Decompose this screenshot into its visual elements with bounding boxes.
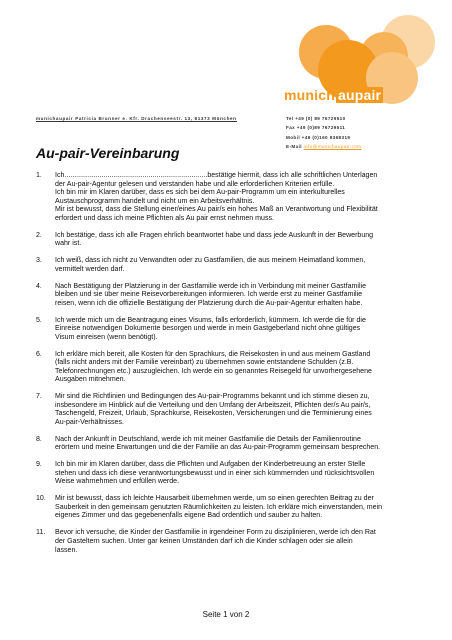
item-line: Bevor ich versuche, die Kinder der Gastfamilie in irgendeiner Form zu disziplinieren, werde ich den Rat [55,529,376,537]
item-line: Ich bestätige, dass ich alle Fragen ehrlich beantwortet habe und dass jede Auskunft in der Bewerbung [55,231,374,239]
item-line: der Gasteltern suchen. Unter gar keinen Umständen darf ich die Kinder schlagen oder sie allein [55,537,353,545]
agreement-list [36,172,422,563]
item-text [55,436,422,453]
item-line: Ich werde mich um die Beantragung eines Visums, falls erforderlich, kümmern. Ich werde die für die [55,316,366,324]
agreement-item [36,317,422,343]
item-text [55,461,422,487]
item-text [55,529,422,555]
item-text [55,283,422,309]
item-line: reisen, wenn ich die offizielle Bestätigung der Platzierung durch die Au-pair-Agentur erhalten habe. [55,299,363,307]
logo-word-aupair: aupair [337,87,382,103]
item-line: Sauberkeit in den gemeinsam genutzten Räumlichkeiten zu leisten. Ich erkläre mich einverstanden, mein [55,503,383,511]
item-line: (falls nicht anders mit der Familie vereinbart) zu übernehmen sowie entstandene Schulden (z.B. [55,359,354,367]
logo-wordmark [284,87,383,103]
sender-address: munichaupair Patricia Brunner e. Kfr. Drachenseestr. 13, 81373 München [36,116,237,121]
item-line: Visum einreisen (wenn benötigt). [55,333,158,341]
item-line: bleiben und sie über meine Reisevorbereitungen informieren. Ich werde erst zu meiner Gastfamilie [55,291,363,299]
item-line: Ich bin mir im Klaren darüber, dass es sich bei dem Au-pair-Programm um ein interkulturelles [55,189,345,197]
agreement-item [36,351,422,385]
item-number: 5. [36,316,42,324]
item-line: eigenes Zimmer und das gegebenenfalls eigene Bad ordentlich und sauber zu halten. [55,512,323,520]
item-text [55,495,422,521]
item-line: Ich.........................................................................bestätige hiermit, dass ich alle schriftlichen Unterlagen [55,172,378,179]
item-line: Mir ist bewusst, dass ich leichte Hausarbeit übernehmen werde, um so einen gerechten Beitrag zu der [55,495,374,503]
item-text [55,351,422,385]
document-title: Au-pair-Vereinbarung [36,145,180,161]
contact-mobil: Mobil +49 (0)160 9368319 [286,134,351,140]
item-line: Weise wahrnehmen und erfüllen werde. [55,478,180,486]
agreement-item [36,232,422,249]
item-line: Ich bin mir im Klaren darüber, dass die Pflichten und Aufgaben der Kinderbetreuung an erster Stelle [55,461,366,469]
item-line: Einreise notwendigen Dokumente besorgen und werde in mein Gastgeberland nicht ohne gültiges [55,325,361,333]
item-line: Mir sind die Richtlinien und Bedingungen des Au-pair-Programms bekannt und ich stimme diesen zu, [55,393,370,401]
item-line: insbesondere im Hinblick auf die Verteilung und den Umfang der Arbeitszeit, Pflichten der/s Au pair/s, [55,401,371,409]
agreement-item [36,495,422,521]
item-line: Austauschprogramm handelt und nicht um ein Arbeitsverhältnis. [55,197,255,205]
item-text [55,257,422,274]
item-line: Telefonrechnungen etc.) auszugleichen. Ich werde ein so genanntes Reisegeld für unvorhergesehene [55,367,372,375]
agreement-item [36,393,422,427]
item-line: Nach der Ankunft in Deutschland, werde ich mit meiner Gastfamilie die Details der Familienroutine [55,435,361,443]
item-line: der Au-pair-Agentur gelesen und verstanden habe und alle erforderlichen Kriterien erfülle. [55,180,335,188]
item-number: 6. [36,350,42,358]
item-number: 3. [36,257,42,265]
item-number: 2. [36,231,42,239]
item-line: Au-pair-Verhältnisses. [55,418,124,426]
item-line: Mir ist bewusst, dass die Stellung einer/eines Au pair/s ein hohes Maß an Verantwortung und Flexibilität [55,206,378,214]
item-line: stehen und dass ich diese verantwortungsbewusst und in einer sich kümmernden und rücksichtsvollen [55,469,375,477]
item-line: Nach Bestätigung der Platzierung in der Gastfamilie werde ich in Verbindung mit meiner Gastfamilie [55,282,366,290]
item-line: Ich erkläre mich bereit, alle Kosten für den Sprachkurs, die Reisekosten in und aus meinem Gastland [55,350,371,358]
contact-email-link[interactable]: info@munichaupair.com [303,144,362,150]
item-text [55,317,422,343]
item-line: vermittelt werden darf. [55,265,125,273]
item-line: wahr ist. [55,240,82,248]
page-footer: Seite 1 von 2 [202,610,250,619]
agreement-item [36,257,422,274]
item-number: 1. [36,172,42,179]
item-text [55,393,422,427]
item-number: 8. [36,435,42,443]
contact-block [286,114,361,152]
agreement-item [36,529,422,555]
contact-email-label: E-Mail [286,144,302,150]
item-line: lassen. [55,546,78,554]
item-number: 9. [36,461,42,469]
contact-email-row [286,142,361,151]
item-text [55,172,422,223]
item-line: erfordert und dass ich meine Pflichten als Au pair ernst nehmen muss. [55,214,274,222]
contact-fax: Fax +49 (0)89 76729511 [286,125,346,131]
item-number: 7. [36,393,42,401]
contact-tel: Tel +49 (0) 89 76729510 [286,116,346,121]
item-number: 10. [36,495,46,503]
item-number: 4. [36,282,42,290]
agreement-item [36,436,422,453]
agreement-item [36,461,422,487]
item-line: Ausgaben mitnehmen. [55,376,126,384]
logo-word-munich: munich [284,87,335,103]
item-line: Ich weiß, dass ich nicht zu Verwandten oder zu Gastfamilien, die aus meinem Heimatland kommen, [55,257,366,265]
item-line: Taschengeld, Freizeit, Urlaub, Sprachkurse, Reisekosten, Versicherungen und die Terminierung eines [55,410,372,418]
item-number: 11. [36,529,46,537]
item-line: erörtern und meine Erwartungen und die der Familie an das Au-pair-Programm gemeinsam besprechen. [55,444,381,452]
agreement-item [36,172,422,223]
agreement-item [36,283,422,309]
item-text [55,232,422,249]
